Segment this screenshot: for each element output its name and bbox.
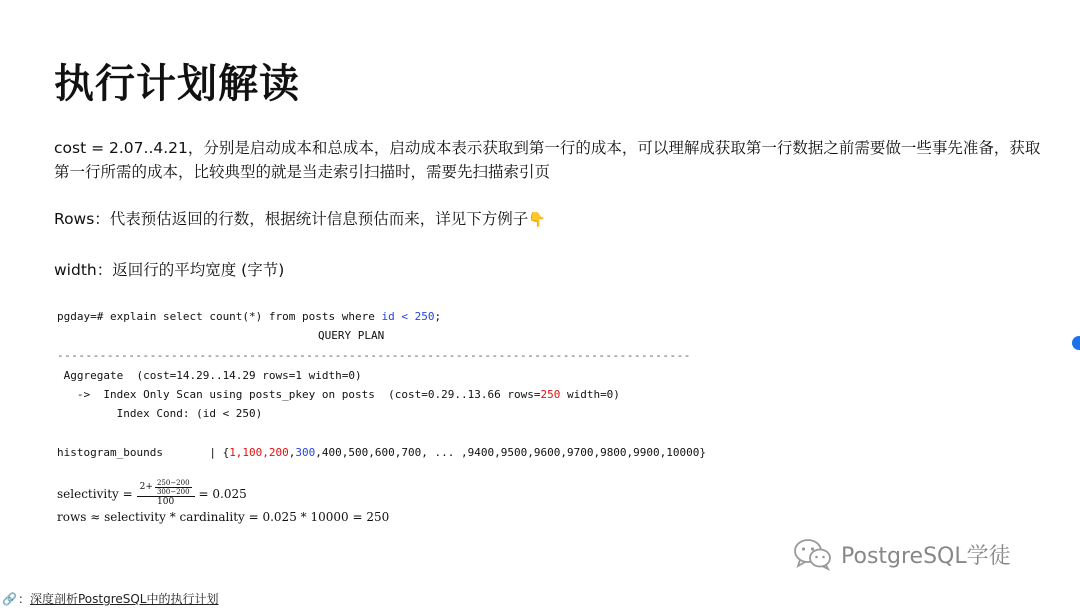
- histogram-bounds-line: [57, 443, 706, 462]
- source-link-text[interactable]: 深度剖析PostgreSQL中的执行计划: [29, 592, 219, 606]
- command-suffix: ;: [434, 310, 442, 323]
- inner-fraction: [155, 479, 192, 496]
- hist-comma: ,: [288, 446, 296, 459]
- link-icon: 🔗: [2, 591, 17, 606]
- rows-text: Rows：代表预估返回的行数，根据统计信息预估而来，详见下方例子: [54, 210, 529, 228]
- command-condition: id < 250: [381, 310, 435, 323]
- wechat-icon: [793, 537, 833, 571]
- watermark: [793, 537, 1011, 571]
- inner-denominator: 300−200: [156, 488, 190, 496]
- selectivity-formula: [57, 479, 247, 508]
- query-plan-header: QUERY PLAN: [318, 329, 385, 342]
- scroll-indicator[interactable]: [1072, 336, 1080, 350]
- selectivity-result: = 0.025: [198, 486, 247, 501]
- index-scan-rows: 250: [540, 388, 561, 401]
- rows-paragraph: [54, 207, 546, 232]
- watermark-text: PostgreSQL学徒: [841, 543, 1011, 569]
- selectivity-fraction: [137, 479, 195, 508]
- pointing-down-icon: 👇: [528, 212, 546, 228]
- explain-command: [57, 307, 441, 326]
- selectivity-label: selectivity =: [57, 486, 133, 501]
- link-prefix: ：: [17, 592, 30, 606]
- inner-numerator: 250−200: [156, 479, 190, 487]
- index-cond-line: Index Cond: (id < 250): [57, 407, 263, 420]
- numerator-prefix: 2+: [139, 482, 153, 492]
- width-paragraph: width：返回行的平均宽度 (字节): [54, 261, 285, 279]
- hist-suffix: ,400,500,600,700, ... ,9400,9500,9600,9700,9800,9900,10000}: [315, 446, 707, 459]
- cost-paragraph: cost = 2.07..4.21，分别是启动成本和总成本，启动成本表示获取到第一行的成本，可以理解成获取第一行数据之前需要做一些事先准备，获取第一行所需的成本，比较典型的就是当走索引扫描时，需要先扫描索引页: [54, 139, 1041, 181]
- fraction-denominator: 100: [157, 497, 175, 507]
- fraction-numerator: [137, 479, 195, 497]
- hist-red-values: 1,100,200: [229, 446, 289, 459]
- source-link[interactable]: [2, 590, 219, 607]
- rows-formula: rows ≈ selectivity * cardinality = 0.025 * 10000 = 250: [57, 510, 390, 524]
- hist-blue-value: 300: [295, 446, 316, 459]
- separator-line: -----------------------------------------------------------------------------------------: [57, 349, 691, 362]
- index-scan-line: [57, 385, 620, 404]
- aggregate-line: Aggregate (cost=14.29..14.29 rows=1 width=0): [57, 369, 362, 382]
- index-scan-suffix: width=0): [560, 388, 620, 401]
- command-prefix: pgday=# explain select count(*) from posts where: [57, 310, 382, 323]
- page-title: 执行计划解读: [54, 61, 300, 107]
- index-scan-prefix: -> Index Only Scan using posts_pkey on posts (cost=0.29..13.66 rows=: [57, 388, 541, 401]
- hist-prefix: histogram_bounds | {: [57, 446, 230, 459]
